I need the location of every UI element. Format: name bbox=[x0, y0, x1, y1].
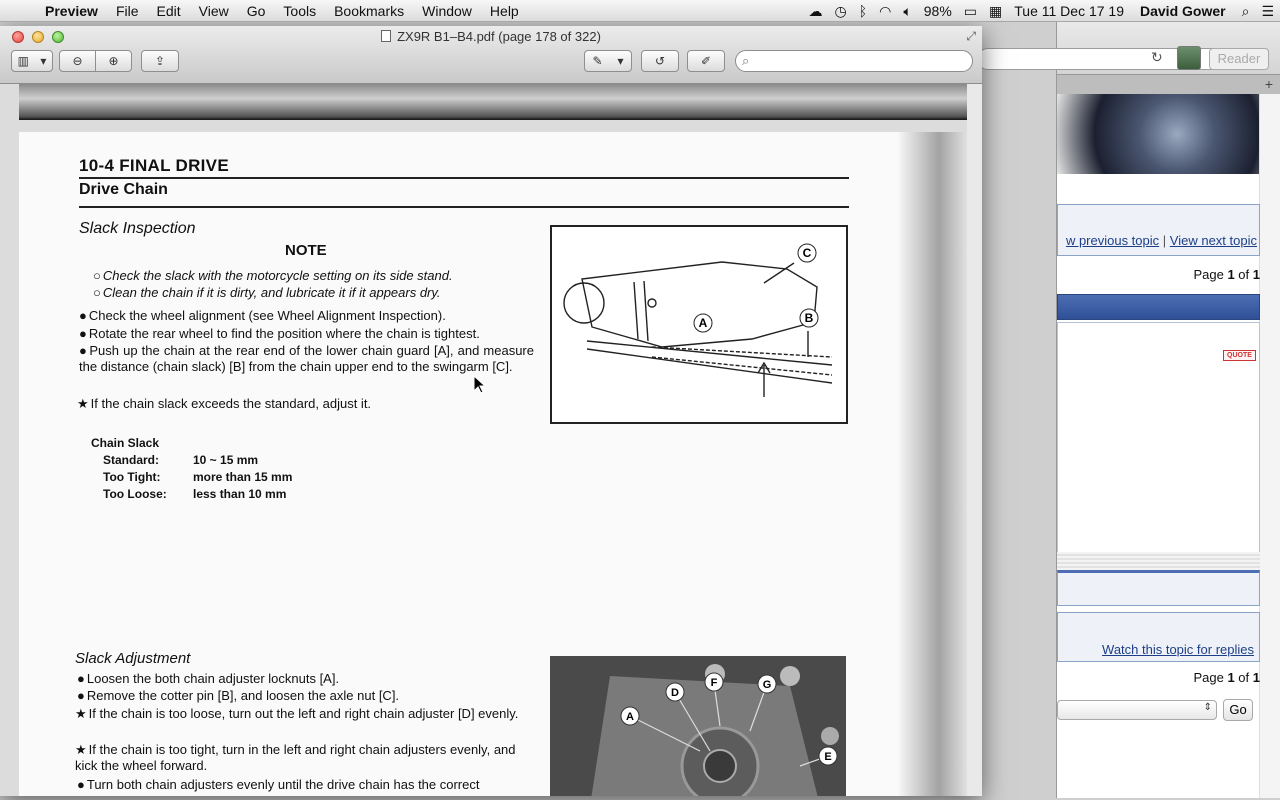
figure-label: E bbox=[824, 751, 832, 763]
adjustment-step: ● Turn both chain adjusters evenly until the drive chain has the correct bbox=[77, 777, 547, 793]
zoom-in-button[interactable] bbox=[95, 50, 132, 72]
title-bar bbox=[0, 26, 982, 84]
battery-icon[interactable]: ▭ bbox=[963, 2, 978, 19]
fullscreen-icon[interactable]: ⤢ bbox=[966, 29, 976, 43]
chain-adjuster-photo bbox=[550, 656, 846, 796]
search-input[interactable] bbox=[735, 50, 973, 72]
tab-strip bbox=[1057, 74, 1280, 94]
post-divider-panel bbox=[1057, 570, 1260, 606]
wifi-icon[interactable]: ◠ bbox=[879, 2, 892, 19]
slack-value: 10 ~ 15 mm bbox=[193, 453, 259, 467]
post-header-bar bbox=[1057, 294, 1260, 320]
pen-icon: ✎ bbox=[592, 54, 603, 68]
chain-adjuster-photo-svg bbox=[550, 656, 846, 796]
inspection-step: ★ If the chain slack exceeds the standard, adjust it. bbox=[77, 396, 537, 412]
zoom-out-icon: ⊖ bbox=[72, 54, 83, 68]
slack-row bbox=[91, 470, 292, 487]
adjustment-step: ★ If the chain is too tight, turn in the left and right chain adjusters evenly, and kick the wheel forward. bbox=[75, 742, 527, 774]
chevron-down-icon: ▾ bbox=[40, 54, 47, 68]
note-item: ○ Clean the chain if it is dirty, and lubricate it if it appears dry. bbox=[93, 285, 533, 301]
menu-edit[interactable]: Edit bbox=[156, 2, 181, 19]
go-button[interactable]: Go bbox=[1223, 699, 1253, 721]
figure-label: D bbox=[671, 687, 679, 699]
mouse-cursor-icon bbox=[474, 376, 486, 394]
menu-view[interactable]: View bbox=[198, 2, 229, 19]
adjustment-step: ● Remove the cotter pin [B], and loosen the axle nut [C]. bbox=[77, 688, 537, 704]
inspection-heading: Slack Inspection bbox=[79, 220, 196, 237]
slack-row bbox=[91, 453, 292, 470]
document-view[interactable] bbox=[0, 84, 982, 796]
sidebar-icon: ▥ bbox=[17, 54, 29, 68]
section-heading: Drive Chain bbox=[79, 181, 168, 198]
menu-file[interactable]: File bbox=[115, 2, 139, 19]
reader-button[interactable]: Reader bbox=[1209, 48, 1269, 70]
spotlight-icon[interactable]: ⌕ bbox=[1241, 2, 1250, 19]
menu-help[interactable]: Help bbox=[489, 2, 519, 19]
menu-go[interactable]: Go bbox=[246, 2, 266, 19]
pdf-document-icon bbox=[381, 30, 391, 42]
adjustment-step: ★ If the chain is too loose, turn out the left and right chain adjuster [D] evenly. bbox=[75, 706, 527, 722]
address-bar[interactable] bbox=[977, 48, 1247, 70]
adjustment-heading: Slack Adjustment bbox=[75, 650, 191, 667]
slack-label: Too Loose: bbox=[103, 487, 167, 501]
page-total: 1 bbox=[1252, 267, 1260, 282]
inspection-step: ● Rotate the rear wheel to find the position where the chain is tightest. bbox=[79, 326, 539, 342]
watch-topic-link[interactable]: Watch this topic for replies bbox=[1102, 642, 1254, 657]
volume-icon[interactable]: 🔈︎ bbox=[903, 2, 912, 19]
page-label: Page bbox=[1193, 670, 1224, 685]
note-item: ○ Check the slack with the motorcycle setting on its side stand. bbox=[93, 268, 533, 284]
inspection-step: ● Push up the chain at the rear end of the lower chain guard [A], and measure the distance (chain slack) [B] from the chain upper end to the swingarm [C]. bbox=[79, 343, 534, 375]
zoom-out-button[interactable] bbox=[59, 50, 96, 72]
slack-table-title: Chain Slack bbox=[91, 436, 160, 450]
new-tab-icon[interactable]: + bbox=[1264, 76, 1273, 92]
window-title bbox=[0, 29, 982, 44]
user-name[interactable]: David Gower bbox=[1140, 2, 1226, 19]
chain-slack-table bbox=[91, 436, 292, 504]
page-of: of bbox=[1238, 670, 1250, 685]
figure-label: G bbox=[762, 679, 772, 691]
share-button[interactable] bbox=[141, 50, 179, 72]
slack-label: Too Tight: bbox=[103, 470, 161, 484]
previous-topic-link[interactable]: w previous topic bbox=[1065, 233, 1160, 248]
notification-center-icon[interactable]: ☰ bbox=[1261, 2, 1274, 19]
jump-to-select[interactable] bbox=[1057, 700, 1217, 720]
share-icon: ⇪ bbox=[154, 54, 166, 68]
slack-row bbox=[91, 487, 292, 504]
zoom-in-icon: ⊕ bbox=[108, 54, 119, 68]
reload-icon[interactable]: ↻ bbox=[1151, 49, 1163, 65]
window-title-text: ZX9R B1–B4.pdf (page 178 of 322) bbox=[397, 29, 601, 44]
page-label: Page bbox=[1193, 267, 1224, 282]
figure-label: A bbox=[698, 316, 708, 330]
rotate-button[interactable] bbox=[641, 50, 679, 72]
figure-label: C bbox=[802, 246, 812, 260]
safari-window bbox=[1056, 22, 1280, 798]
battery-status[interactable]: 98% bbox=[923, 2, 952, 19]
menu-window[interactable]: Window bbox=[422, 2, 472, 19]
sidebar-view-button[interactable] bbox=[11, 50, 53, 72]
safari-scrollbar[interactable] bbox=[1259, 94, 1280, 798]
pagination-bottom bbox=[1193, 670, 1260, 685]
annotate-button[interactable] bbox=[584, 50, 632, 72]
figure-label: B bbox=[804, 311, 814, 325]
chevron-down-icon: ▾ bbox=[617, 54, 624, 68]
rotate-icon: ↺ bbox=[654, 54, 666, 68]
next-topic-link[interactable]: View next topic bbox=[1169, 233, 1257, 248]
slack-value: less than 10 mm bbox=[193, 487, 287, 501]
document-scrollbar[interactable] bbox=[967, 84, 982, 796]
pagination-top bbox=[1193, 267, 1260, 282]
select-arrows-icon: ⇕ bbox=[1203, 702, 1212, 713]
adjustment-step: ● Loosen the both chain adjuster locknuts [A]. bbox=[77, 671, 537, 687]
quote-button[interactable]: QUOTE bbox=[1223, 350, 1256, 361]
clock[interactable]: Tue 11 Dec 17 19 bbox=[1014, 2, 1124, 19]
preview-window bbox=[0, 26, 982, 796]
forum-banner-image bbox=[1057, 94, 1260, 174]
menu-bookmarks[interactable]: Bookmarks bbox=[334, 2, 405, 19]
search-icon: ⌕ bbox=[742, 53, 750, 68]
chain-slack-diagram-svg bbox=[552, 227, 846, 422]
menu-tools[interactable]: Tools bbox=[283, 2, 317, 19]
page-gutter-shadow bbox=[897, 132, 967, 796]
extension-icon[interactable] bbox=[1177, 46, 1201, 70]
previous-page-edge bbox=[19, 84, 967, 120]
slack-label: Standard: bbox=[103, 453, 160, 467]
pdf-page bbox=[19, 132, 967, 796]
menu-app-preview[interactable]: Preview bbox=[45, 2, 98, 19]
page-current: 1 bbox=[1227, 267, 1235, 282]
page-of: of bbox=[1238, 267, 1250, 282]
inspection-step: ● Check the wheel alignment (see Wheel Alignment Inspection). bbox=[79, 308, 539, 324]
page-current: 1 bbox=[1227, 670, 1235, 685]
chapter-heading: 10-4 FINAL DRIVE bbox=[79, 156, 229, 175]
safari-toolbar bbox=[1057, 22, 1280, 94]
separator: | bbox=[1162, 233, 1167, 248]
calendar-icon[interactable]: ▦ bbox=[989, 2, 1003, 19]
page-total: 1 bbox=[1252, 670, 1260, 685]
divider bbox=[79, 206, 849, 208]
chain-slack-diagram bbox=[550, 225, 848, 424]
divider bbox=[79, 177, 849, 179]
bluetooth-icon[interactable]: ᛒ bbox=[858, 2, 868, 19]
slack-value: more than 15 mm bbox=[193, 470, 293, 484]
cloud-icon[interactable]: ☁ bbox=[808, 2, 823, 19]
menu-bar bbox=[0, 0, 1280, 22]
edit-icon: ✐ bbox=[700, 54, 712, 68]
figure-label: F bbox=[710, 677, 718, 689]
topic-nav-panel bbox=[1057, 204, 1260, 256]
time-machine-icon[interactable]: ◷ bbox=[834, 2, 847, 19]
note-title: NOTE bbox=[285, 242, 327, 259]
topic-nav-links bbox=[1057, 233, 1257, 248]
figure-label: A bbox=[626, 711, 634, 723]
edit-toolbar-button[interactable] bbox=[687, 50, 725, 72]
